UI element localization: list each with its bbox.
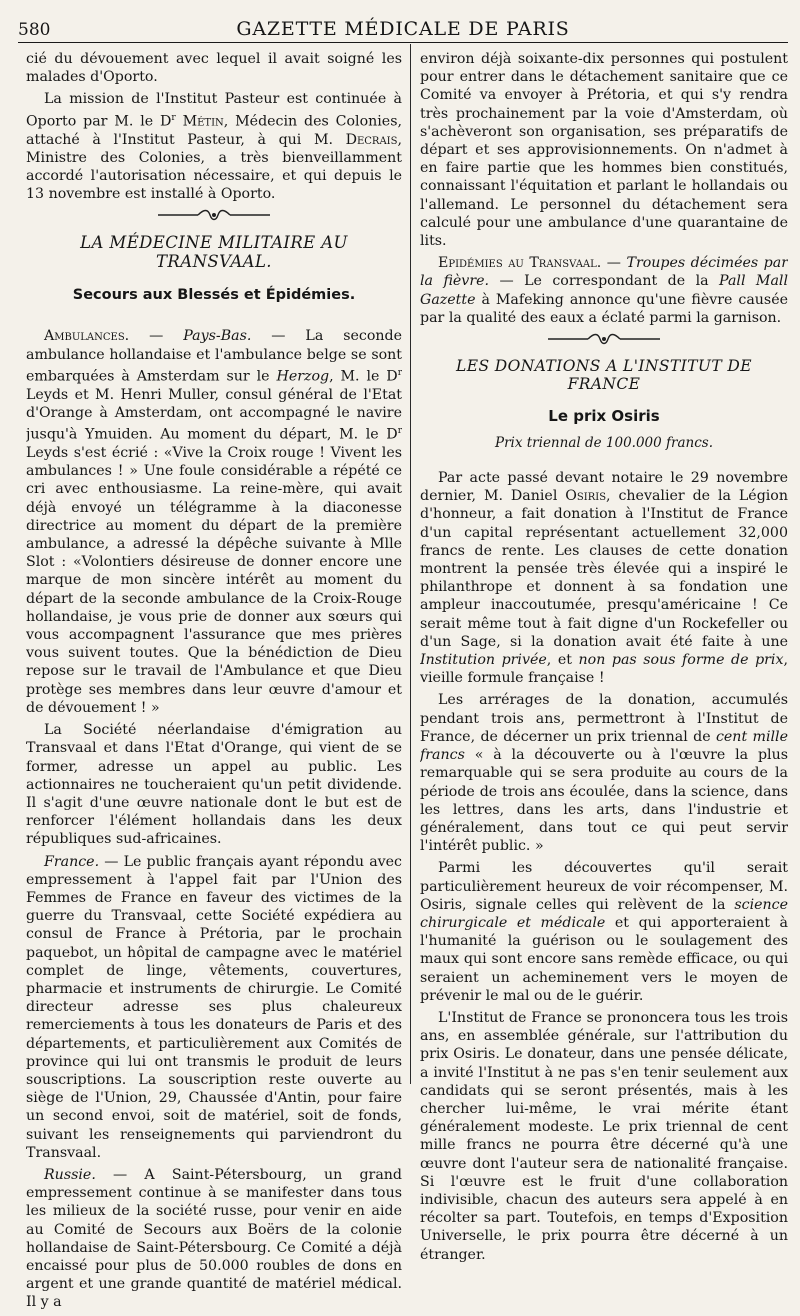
- name-osiris: Osiris: [565, 488, 607, 505]
- column-divider: [410, 44, 411, 1084]
- name-metin: Métin: [182, 113, 224, 130]
- italic-cent-mille: cent mille francs: [420, 728, 788, 764]
- label-epidemies: Epidémies au Transvaal.: [438, 255, 602, 272]
- text-run: , et: [546, 652, 579, 669]
- superscript: r: [397, 426, 402, 437]
- text-run: et qui apporteraient à l'humanité la guérison ou le soulagement des maux qui sont encore sans remède efficace, ou qui seraient un acheminement vers le moyen de prévenir le mal ou de le guérir.: [420, 914, 788, 1004]
- text-run: à Mafeking annonce qu'une fièvre causée par la qualité des eaux a éclaté parmi la garnison.: [420, 291, 788, 326]
- label-ambulances: Ambulances.: [44, 328, 130, 345]
- prize-subtitle: Prix triennal de 100.000 francs.: [494, 435, 713, 452]
- text-run: — La seconde ambulance hollandaise et l'ambulance belge se sont embarquées à Amsterdam sur le: [26, 328, 402, 385]
- left-column: [26, 50, 402, 1316]
- superscript: r: [397, 367, 402, 378]
- paragraph-france: [26, 853, 402, 1162]
- ship-name: Herzog: [276, 368, 330, 385]
- right-column: [420, 50, 788, 1268]
- country-pays-bas: Pays-Bas.: [183, 328, 252, 345]
- text-run: [176, 113, 183, 129]
- text-run: Les arrérages de la donation, accumulés pendant trois ans, permettront à l'Institut de France, de décerner un prix triennal de: [420, 692, 788, 745]
- italic-troupes: Troupes décimées par la fièvre.: [420, 255, 788, 290]
- text-run: , chevalier de la Légion d'honneur, a fait donation à l'Institut de France d'un capital représentant actuellement 32,000 francs de rente. Les clauses de cette donation montrent la pensée très élevée qui a inspiré le philanthrope et donnent à sa fondation une ampleur inaccoutumée, presqu'américaine ! Ce serait même tout à fait digne d'un Rockefeller ou d'un Sage, si la donation avait été faite à une: [420, 488, 788, 650]
- journal-title: GAZETTE MÉDICALE DE PARIS: [236, 18, 570, 40]
- paragraph-acte: [420, 469, 788, 687]
- paragraph-ambulances: Ambulances. — Pays-Bas. — La seconde ambulance hollandaise et l'ambulance belge se sont embarquées à Amsterdam sur le Herzog, M. le $D^r$ Leyds et M. Henri Muller, consul général de l'Etat d'Orange à Amsterdam, ont accompagné le navire jusqu'à Ymuiden. Au moment du départ, M. le $D^r$ Leyds s'est écrié : «Vive la Croix rouge ! Vivent les ambulances ! » Une foule considérable a répété ce cri avec enthousiasme. La reine-mère, qui avait déjà envoyé un télégramme à la diaconesse directrice au moment du départ de la première ambulance, a adressé la dépêche suivante à Mlle Slot : «Volontiers désireuse de donner encore une marque de mon sincère intérêt au moment du départ de la seconde ambulance de la Croix-Rouge hollandaise, je vous prie de donner aux sœurs qui vous accompagnent l'assurance que mes prières vous suivent toutes. Que la bénédiction de Dieu repose sur le travail de l'Ambulance et que Dieu protège ses membres dans leur œuvre d'amour et de dévouement ! »: [26, 328, 402, 716]
- paragraph-societe: La Société néerlandaise d'émigration au Transvaal et dans l'Etat d'Orange, qui vient de se former, adresse un appel au public. Les actionnaires ne toucheraient qu'un petit dividende. Il s'agit d'une œuvre nationale dont le but est de renforcer l'élément hollandais dans les deux républiques sud-africaines.: [26, 722, 402, 848]
- newspaper-name: Pall Mall Gazette: [420, 273, 788, 308]
- text-run: , M. le D: [329, 368, 398, 385]
- text-run: Par acte passé devant notaire le 29 novembre dernier, M. Daniel: [420, 470, 788, 505]
- text-run: , vieille formule française !: [420, 652, 788, 687]
- paragraph-oporto-end: cié du dévouement avec lequel il avait soigné les malades d'Oporto.: [26, 51, 402, 86]
- paragraph-russie: [26, 1166, 402, 1312]
- text-run: — Le public français ayant répondu avec empressement à l'appel fait par l'Union des Femmes de France en faveur des victimes de la guerre du Transvaal, cette Société expédiera au consul de France à Prétoria, par le prochain paquebot, un hôpital de campagne avec le matériel complet de linge, vêtements, couvertures, pharmacie et instruments de chirurgie. Le Comité directeur adresse ses plus chaleureux remerciements à tous les donateurs de Paris et des départements, et particulièrement aux Comités de province qui lui ont transmis le produit de leurs souscriptions. La souscription reste ouverte au siège de l'Union, 29, Chaussée d'Antin, pour faire un second envoi, soit de matériel, soit de fonds, suivant les renseignements qui parviendront du Transvaal.: [26, 853, 402, 1161]
- text-run: La mission de l'Institut Pasteur est continuée à Oporto par M. le D: [26, 91, 402, 130]
- paragraph-decouvertes: [420, 859, 788, 1005]
- text-run: Leyds et M. Henri Muller, consul général de l'Etat d'Orange à Amsterdam, ont accompagné le navire jusqu'à Ymuiden. Au moment du départ, M. le D: [26, 386, 402, 443]
- text-run: « à la découverte ou à l'œuvre la plus remarquable qui se sera produite au cours de la période de trois ans écoulée, dans la science, dans les lettres, dans les arts, dans l'industrie et généralement, dans tout ce qui peut servir l'intérêt public. »: [420, 747, 788, 855]
- italic-science: science chirurgicale et médicale: [420, 896, 788, 931]
- italic-institution: Institution privée: [420, 652, 547, 669]
- section-title-donations: LES DONATIONS A L'INSTITUT DE FRANCE: [456, 357, 752, 394]
- label-france: France.: [44, 853, 100, 870]
- text-run: , Médecin des Colonies, attaché à l'Institut Pasteur, à qui M.: [26, 113, 402, 148]
- flourish-ornament: [420, 331, 788, 351]
- paragraph-epidemies: Epidémies au Transvaal. — Troupes décimées par la fièvre. — Le correspondant de la Pall Mall Gazette à Mafeking annonce qu'une fièvre causée par la qualité des eaux a éclaté parmi la garnison.: [420, 255, 788, 326]
- text-run: — Le correspondant de la: [489, 273, 720, 290]
- superscript: r: [171, 112, 176, 123]
- label-russie: Russie.: [44, 1166, 96, 1183]
- page-number: 580: [18, 20, 51, 40]
- paragraph-russie-continued: environ déjà soixante-dix personnes qui postulent pour entrer dans le détachement sanitaire que ce Comité va envoyer à Prétoria, et qui s'y rendra très prochainement par la voie d'Amsterdam, où s'achèveront son organisation, ses préparatifs de départ et ses approvisionnements. On n'admet à en faire partie que les hommes bien constitués, connaissant l'équitation et parlant le hollandais ou l'allemand. Le personnel du détachement sera calculé pour une ambulance d'une quarantaine de lits.: [420, 51, 788, 250]
- italic-non-pas: non pas sous forme de prix: [578, 652, 784, 669]
- text-run: , Ministre des Colonies, a très bienveillamment accordé l'autorisation nécessaire, et qui depuis le 13 novembre est installé à Oporto.: [26, 131, 402, 203]
- paragraph-arrerages: [420, 691, 788, 855]
- prize-title: Le prix Osiris: [548, 407, 660, 426]
- text-run: Parmi les découvertes qu'il serait particulièrement heureux de voir récompenser, M. Osiris, signale celles qui relèvent de la: [420, 860, 788, 913]
- text-run: Leyds s'est écrié : «Vive la Croix rouge ! Vivent les ambulances ! » Une foule considérable a répété ce cri avec enthousiasme. La reine-mère, qui avait déjà envoyé un télégramme à la diaconesse directrice au moment du départ de la première ambulance, a adressé la dépêche suivante à Mlle Slot : «Volontiers désireuse de donner encore une marque de mon sincère intérêt au moment du départ de la seconde ambulance de la Croix-Rouge hollandaise, je vous prie de donner aux sœurs qui vous accompagnent l'assurance que mes prières vous suivent toutes. Que la bénédiction de Dieu repose sur le travail de l'Ambulance et que Dieu protège ses membres dans leur œuvre d'amour et de dévouement ! »: [26, 445, 402, 716]
- flourish-ornament: [26, 207, 402, 227]
- paragraph-institut: L'Institut de France se prononcera tous les trois ans, en assemblée générale, sur l'attribution du prix Osiris. Le donateur, dans une pensée délicate, a invité l'Institut à ne pas s'en tenir seulement aux candidats qui se seront présentés, mais à les chercher lui-même, le vrai mérite étant généralement modeste. Le prix triennal de cent mille francs ne pourra être décerné qu'à une œuvre dont l'auteur sera de nationalité française. Si l'œuvre est le fruit d'une collaboration indivisible, chacun des auteurs sera appelé à en récolter sa part. Toutefois, en temps d'Exposition Universelle, le prix pourra être décerné à un étranger.: [420, 1009, 788, 1263]
- paragraph-pasteur-mission: [26, 90, 402, 203]
- subheading-secours: Secours aux Blessés et Épidémies.: [72, 287, 356, 304]
- section-title-military: LA MÉDECINE MILITAIRE AU TRANSVAAL.: [80, 233, 348, 272]
- text-run: — A Saint-Pétersbourg, un grand empressement continue à se manifester dans tous les milieux de la société russe, pour venir en aide au Comité de Secours aux Boërs de la colonie hollandaise de Saint-Pétersbourg. Ce Comité a déjà encaissé pour plus de 50.000 roubles de dons en argent et une grande quantité de matériel médical. Il y a: [26, 1166, 402, 1311]
- page-header: [18, 14, 788, 43]
- name-decrais: Decrais: [345, 131, 398, 148]
